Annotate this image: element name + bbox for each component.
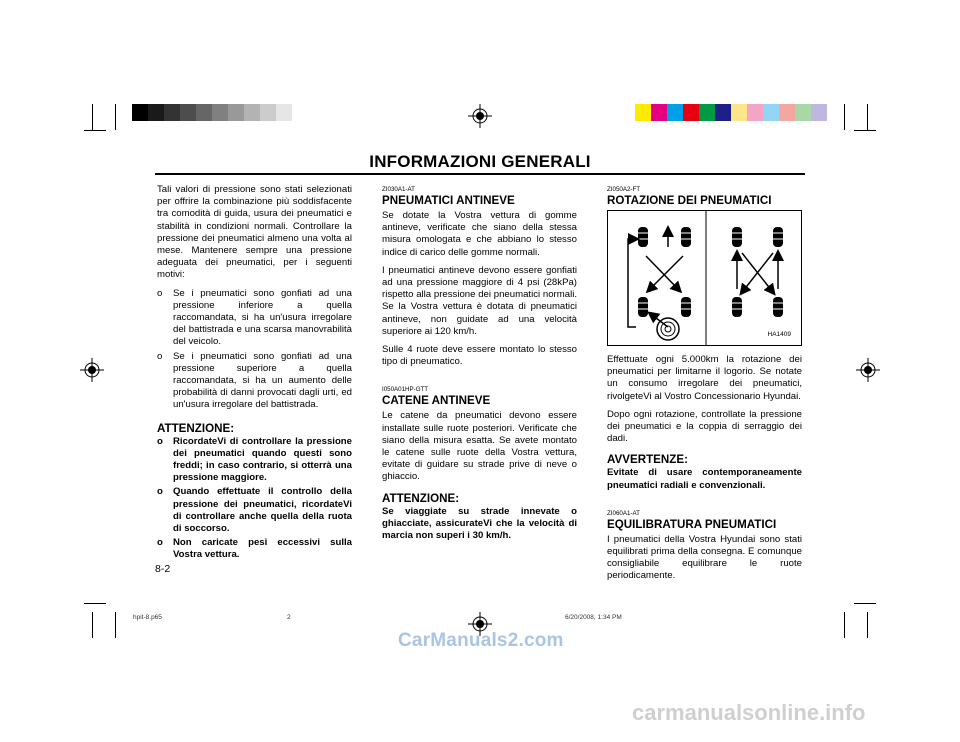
bullet-text: RicordateVi di controllare la pressione dei pneumatici quando questi sono freddi; in caso contrario, si otterrà una pressione maggiore. bbox=[173, 435, 352, 484]
page-number: 8-2 bbox=[155, 563, 171, 575]
bullet-marker: o bbox=[157, 350, 163, 362]
tire-rotation-diagram bbox=[607, 210, 802, 346]
caution-title: ATTENZIONE: bbox=[157, 421, 235, 435]
color-swatch bbox=[763, 104, 779, 121]
list-item bbox=[157, 436, 352, 485]
registration-mark-right-icon bbox=[856, 358, 880, 382]
section-title-snow-chains: CATENE ANTINEVE bbox=[382, 394, 491, 408]
intro-paragraph: Tali valori di pressione sono stati selezionati per offrire la combinazione più soddisfacente tra comodità di guida, usura dei pneumatici e stabilità in condizioni normali. Controllare la pressione dei pneumatici almeno una volta al mese. Mantenere sempre una pressione adeguata dei pneumatici, per i seguenti motivi: bbox=[157, 184, 352, 281]
footer-date: 6/20/2008, 1:34 PM bbox=[565, 614, 622, 621]
warning-title: AVVERTENZE: bbox=[607, 453, 688, 467]
footer-file: hpit-8.p65 bbox=[133, 614, 162, 621]
section-code: ZI050A2-FT bbox=[607, 186, 641, 193]
color-swatch bbox=[180, 104, 196, 121]
bullet-marker: o bbox=[157, 537, 163, 549]
title-rule bbox=[155, 173, 805, 175]
color-swatch bbox=[212, 104, 228, 121]
paragraph: Dopo ogni rotazione, controllate la pressione dei pneumatici e la coppia di serraggio dei dadi. bbox=[607, 408, 802, 445]
cmyk-color-bar bbox=[635, 104, 827, 121]
list-item bbox=[157, 288, 352, 349]
column-1 bbox=[157, 184, 352, 564]
bullet-text: Se i pneumatici sono gonfiati ad una pressione inferiore a quella raccomandata, si ha un'usura irregolare del battistrada e una scarsa manovrabilità del veicolo. bbox=[173, 287, 352, 348]
color-swatch bbox=[260, 104, 276, 121]
color-swatch bbox=[667, 104, 683, 121]
paragraph: Se dotate la Vostra vettura di gomme antineve, verificate che siano della stessa misura omologata e che abbiano lo stesso indice di carico delle gomme normali. bbox=[382, 210, 577, 258]
paragraph: Le catene da pneumatici devono essere installate sulle ruote posteriori. Verificate che siano della misura esatta. Se avete montato le catene sulle ruote della Vostra vettura, evitate di guidare su strade prive di neve o ghiaccio. bbox=[382, 410, 577, 483]
section-code: ZI030A1-AT bbox=[382, 186, 415, 193]
list-item bbox=[157, 486, 352, 535]
bullet-marker: o bbox=[157, 435, 163, 447]
warning-text: Evitate di usare contemporaneamente pneumatici radiali e convenzionali. bbox=[607, 467, 802, 491]
bullet-marker: o bbox=[157, 287, 163, 299]
color-swatch bbox=[747, 104, 763, 121]
section-code: ZI060A1-AT bbox=[607, 509, 640, 517]
color-swatch bbox=[699, 104, 715, 121]
bullet-text: Non caricate pesi eccessivi sulla Vostra vettura. bbox=[173, 537, 352, 561]
bullet-text: Se i pneumatici sono gonfiati ad una pressione superiore a quella raccomandata, si ha un aumento delle probabilità di danni provocati dagli urti, ed un'usura irregolare del battistrada. bbox=[173, 350, 352, 411]
page-title: INFORMAZIONI GENERALI bbox=[369, 152, 591, 171]
paragraph: Sulle 4 ruote deve essere montato lo stesso tipo di pneumatico. bbox=[382, 344, 577, 368]
grayscale-color-bar bbox=[132, 104, 308, 121]
color-swatch bbox=[731, 104, 747, 121]
color-swatch bbox=[196, 104, 212, 121]
color-swatch bbox=[651, 104, 667, 121]
footer-num: 2 bbox=[287, 614, 291, 621]
caution-text: Se viaggiate su strade innevate o ghiacciate, assicurateVi che la velocità di marcia non superi i 30 km/h. bbox=[382, 505, 577, 542]
list-item bbox=[157, 351, 352, 412]
bullet-text: Quando effettuate il controllo della pressione dei pneumatici, ricordateVi di controllare anche quella della ruota di soccorso. bbox=[173, 486, 352, 535]
registration-mark-left-icon bbox=[80, 358, 104, 382]
paragraph: Effettuate ogni 5.000km la rotazione dei pneumatici per limitarne il logorio. Se notate un consumo irregolare dei pneumatici, rivolgeteVi al Vostro Concessionario Hyundai. bbox=[607, 354, 802, 402]
section-code: I050A01HP-GTT bbox=[382, 386, 429, 394]
color-swatch bbox=[795, 104, 811, 121]
color-swatch bbox=[164, 104, 180, 121]
paragraph: I pneumatici della Vostra Hyundai sono stati equilibrati prima della consegna. E comunque consigliabile equilibrare le ruote periodicamente. bbox=[607, 533, 802, 582]
diagram-label: HA1409 bbox=[767, 330, 791, 338]
rotation-diagram-svg bbox=[608, 211, 801, 345]
section-title-snow-tires: PNEUMATICI ANTINEVE bbox=[382, 194, 515, 207]
color-swatch bbox=[244, 104, 260, 121]
color-swatch bbox=[276, 104, 292, 121]
watermark-carmanuals2: CarManuals2.com bbox=[398, 630, 564, 651]
column-2 bbox=[382, 182, 577, 548]
color-swatch bbox=[635, 104, 651, 121]
color-swatch bbox=[228, 104, 244, 121]
color-swatch bbox=[715, 104, 731, 121]
list-item bbox=[157, 537, 352, 561]
color-swatch bbox=[148, 104, 164, 121]
color-swatch bbox=[811, 104, 827, 121]
section-title-tire-balancing: EQUILIBRATURA PNEUMATICI bbox=[607, 517, 777, 531]
paragraph: I pneumatici antineve devono essere gonfiati ad una pressione maggiore di 4 psi (28kPa) rispetto alla pressione dei pneumatici normali. Se la Vostra vettura è dotata di pneumatici antineve, non guidate ad una velocità superiore ai 120 km/h. bbox=[382, 264, 577, 337]
registration-mark-top-icon bbox=[468, 104, 492, 128]
section-title-tire-rotation: ROTAZIONE DEI PNEUMATICI bbox=[607, 194, 772, 207]
caution-title: ATTENZIONE: bbox=[382, 491, 460, 505]
color-swatch bbox=[132, 104, 148, 121]
color-swatch bbox=[683, 104, 699, 121]
column-3 bbox=[607, 182, 802, 589]
color-swatch bbox=[779, 104, 795, 121]
bullet-marker: o bbox=[157, 486, 163, 498]
watermark-carmanualsonline: carmanualsonline.info bbox=[632, 700, 866, 725]
color-swatch bbox=[292, 104, 308, 121]
